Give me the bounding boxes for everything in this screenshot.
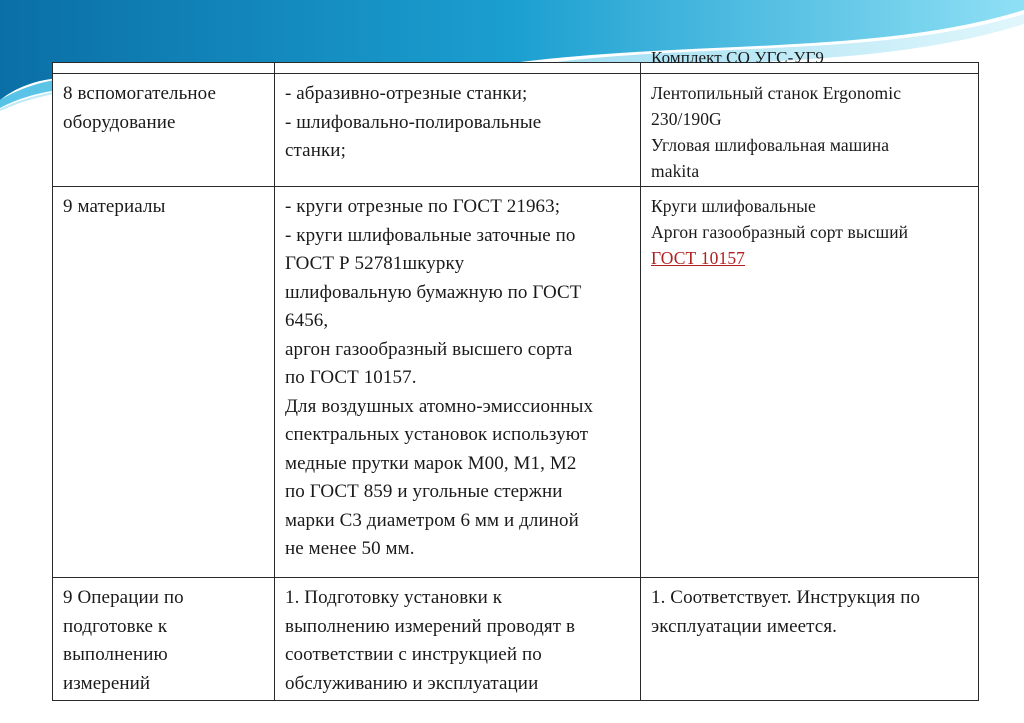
- cell-text: шлифовальную бумажную по ГОСТ: [285, 281, 582, 303]
- cut-cell-1: [53, 63, 275, 74]
- cell-text: не менее 50 мм.: [285, 538, 415, 559]
- row-actual-cell: [641, 187, 979, 578]
- cell-text: станки;: [285, 140, 346, 161]
- cell-text: медные прутки марок М00, М1, М2: [285, 452, 577, 474]
- document-table-container: [52, 48, 978, 702]
- cell-text: Аргон газообразный сорт высший: [651, 222, 909, 242]
- cell-text: спектральных установок используют: [285, 424, 589, 445]
- row-actual-cell: [641, 578, 979, 701]
- row-name-cell: [53, 578, 275, 701]
- cell-text: аргон газообразный высшего сорта: [285, 338, 573, 360]
- cell-text: 1. Соответствует. Инструкция по: [651, 587, 921, 608]
- cut-cell-3: [641, 48, 979, 74]
- cell-text: выполнению измерений проводят в: [285, 615, 576, 637]
- cut-cell-2: [275, 63, 641, 74]
- row-name-cell: [53, 74, 275, 187]
- cell-text: 9 Операции по: [63, 587, 184, 608]
- row-requirement-cell: [275, 578, 641, 701]
- cell-text: - круги шлифовальные заточные по: [285, 224, 576, 246]
- table-row-cut-top: [53, 63, 979, 74]
- gost-10157-link[interactable]: ГОСТ 10157: [651, 248, 746, 268]
- cell-text: марки С3 диаметром 6 мм и длиной: [285, 509, 579, 531]
- cell-text: 230/190G: [651, 109, 722, 129]
- cell-text: ГОСТ Р 52781шкурку: [285, 253, 465, 274]
- cut-cell-text: Комплект СО УГС-УГ9: [651, 48, 825, 67]
- equipment-requirements-table: [52, 48, 979, 701]
- row-actual-cell: [641, 74, 979, 187]
- cell-text: 9 материалы: [63, 196, 166, 217]
- cell-text: подготовке к: [63, 615, 168, 637]
- cell-text: Лентопильный станок Ergonomic: [651, 83, 902, 103]
- cell-text: выполнению: [63, 644, 168, 665]
- cell-text: измерений: [63, 672, 151, 694]
- cell-text: - круги отрезные по ГОСТ 21963;: [285, 196, 561, 217]
- cell-text: 8 вспомогательное: [63, 83, 217, 104]
- cell-text: Круги шлифовальные: [651, 196, 816, 216]
- cell-text: оборудование: [63, 111, 176, 133]
- table-row: [53, 578, 979, 701]
- row-name-cell: [53, 187, 275, 578]
- cell-text: - абразивно-отрезные станки;: [285, 83, 528, 104]
- row-requirement-cell: [275, 187, 641, 578]
- table-row: [53, 187, 979, 578]
- cell-text: по ГОСТ 10157.: [285, 367, 417, 388]
- row-requirement-cell: [275, 74, 641, 187]
- cell-text: 1. Подготовку установки к: [285, 587, 503, 608]
- cell-text: обслуживанию и эксплуатации: [285, 672, 539, 694]
- cell-text: - шлифовально-полировальные: [285, 111, 542, 133]
- cell-text: 6456,: [285, 310, 329, 331]
- cell-text: соответствии с инструкцией по: [285, 644, 542, 665]
- cell-text: makita: [651, 161, 700, 181]
- table-row: [53, 74, 979, 187]
- cell-text: по ГОСТ 859 и угольные стержни: [285, 481, 563, 502]
- cell-text: Угловая шлифовальная машина: [651, 135, 890, 155]
- cell-text: Для воздушных атомно-эмиссионных: [285, 395, 594, 417]
- cell-text: эксплуатации имеется.: [651, 615, 838, 637]
